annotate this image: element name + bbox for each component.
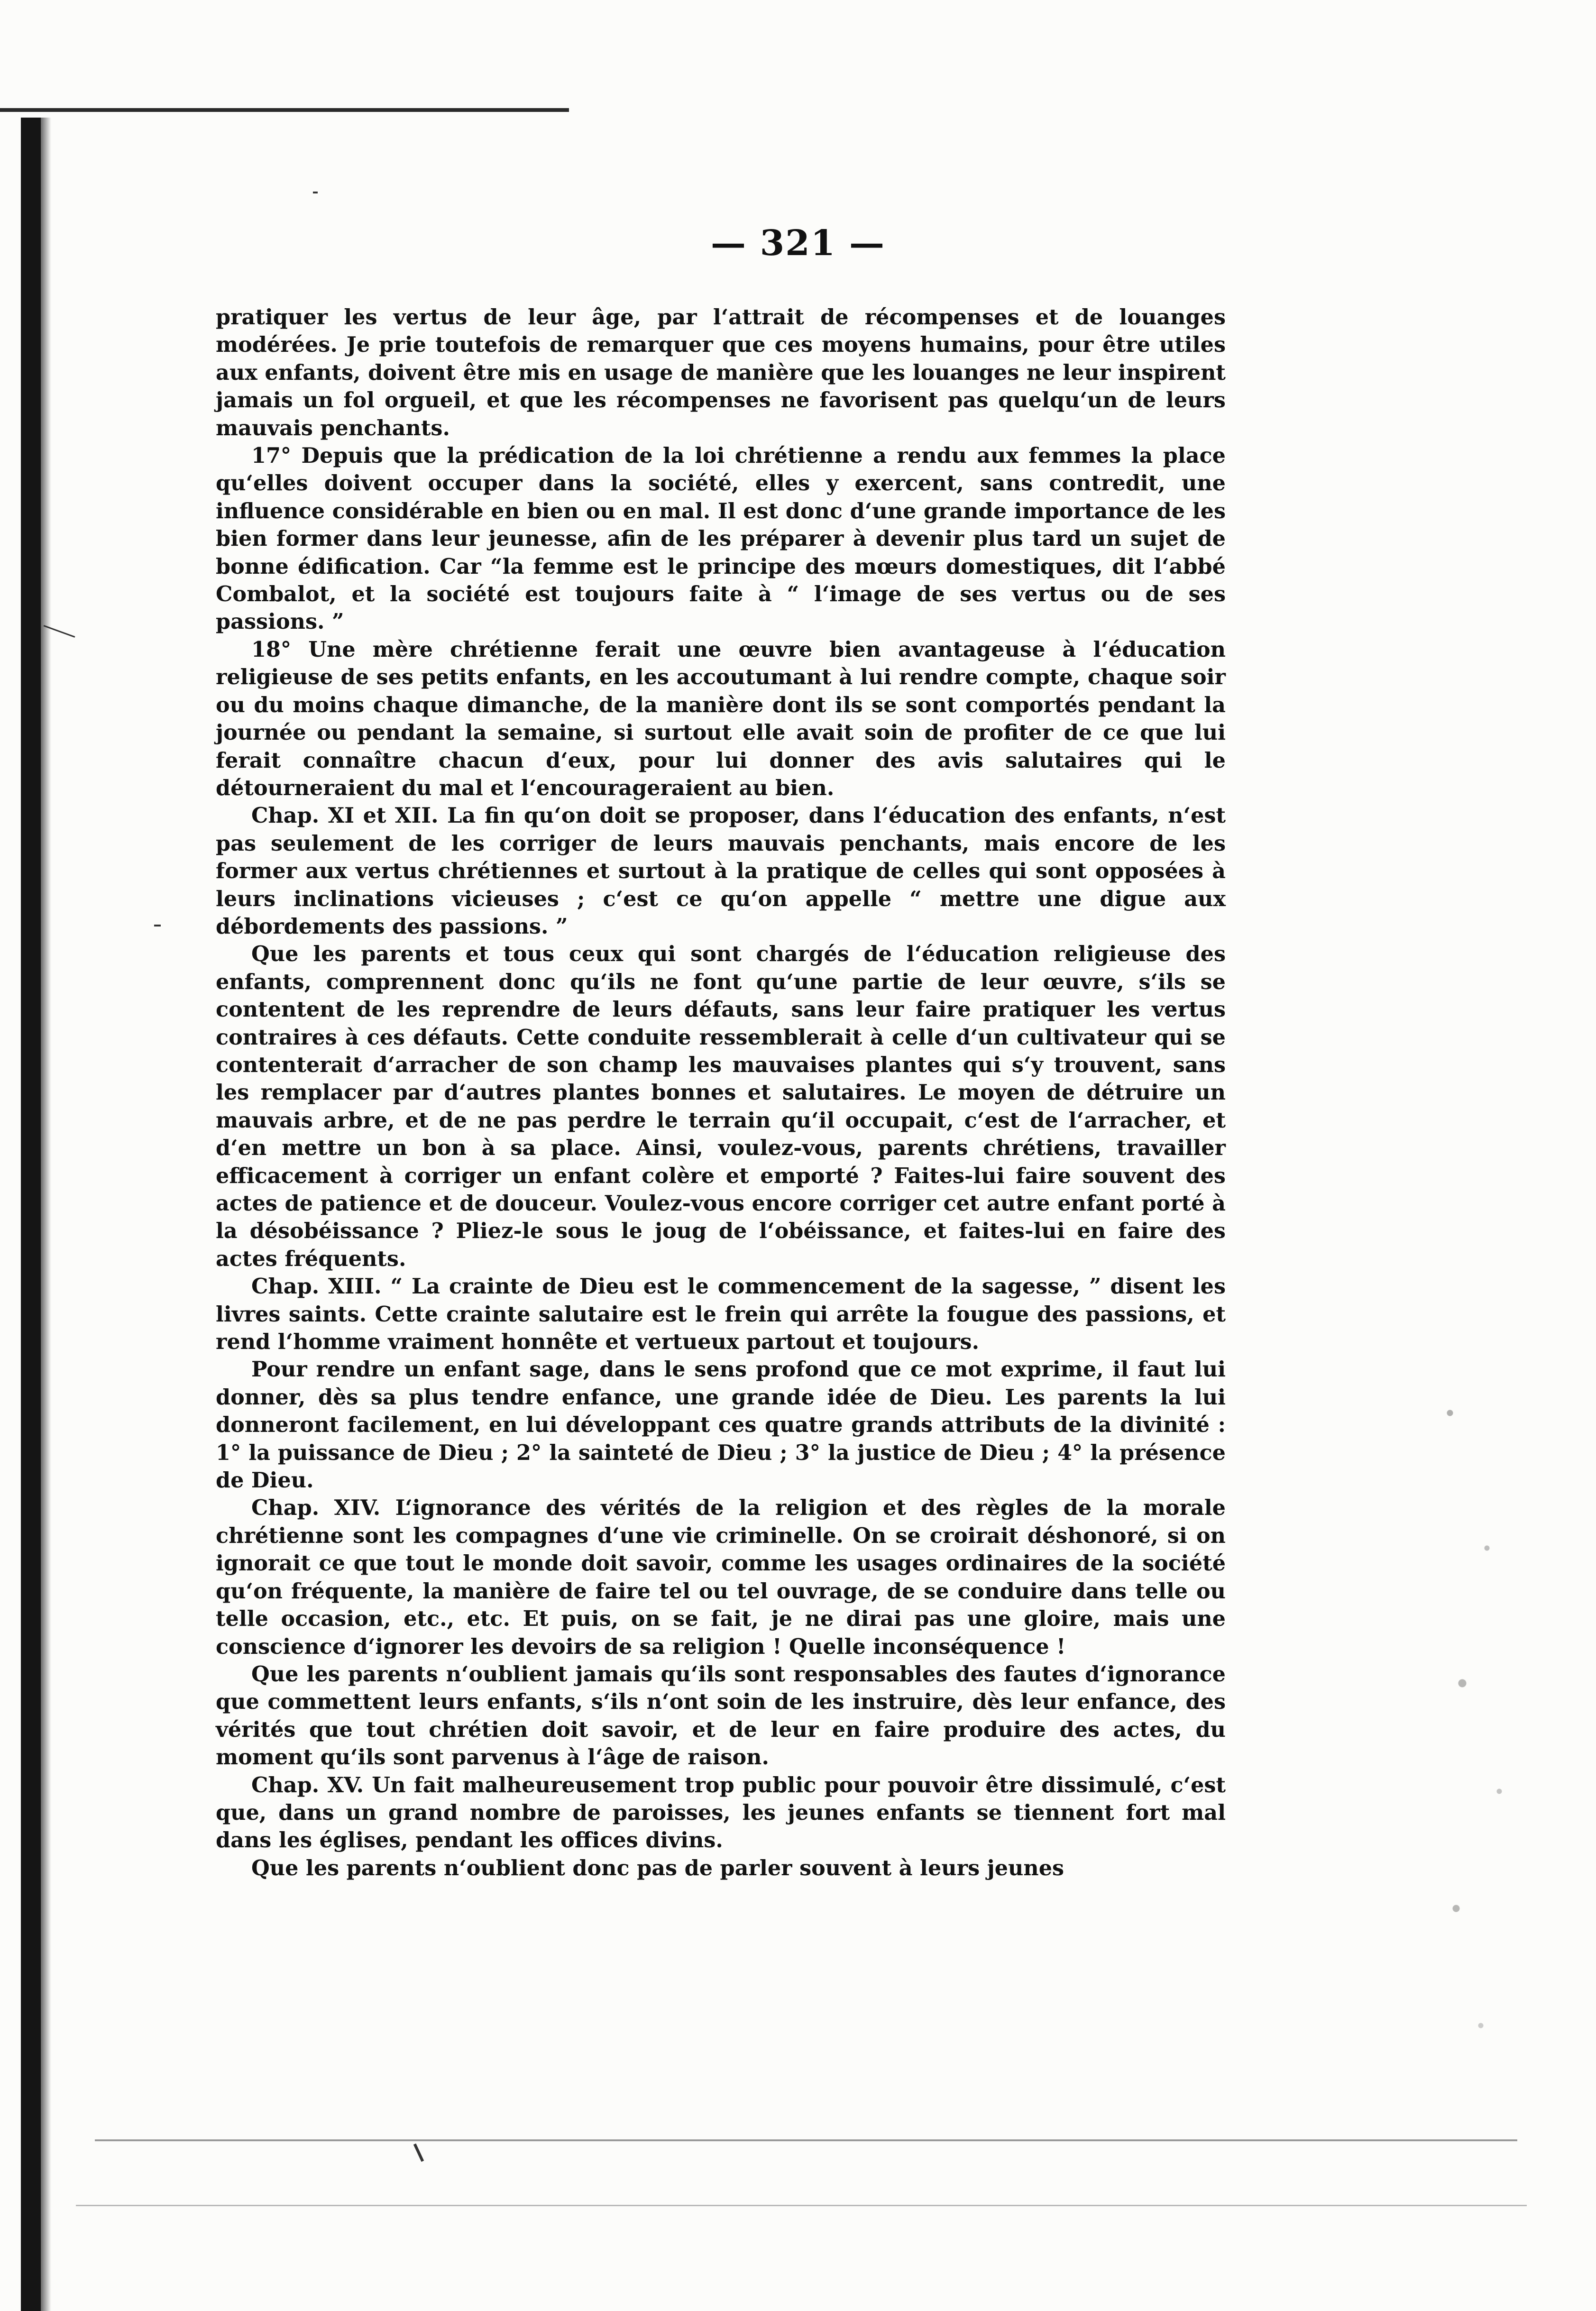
- margin-speck: [154, 925, 161, 926]
- paragraph: Chap. XIV. L‘ignorance des vérités de la religion et des règles de la morale chrétienne sont les compagnes d‘une vie criminelle. On se croirait déshonoré, si on ignorait ce que tout le monde doit savoir, comme les usages ordinaires de la société qu‘on fréquente, la manière de faire tel ou tel ouvrage, de se conduire dans telle ou telle occasion, etc., etc. Et puis, on se fait, je ne dirai pas une gloire, mais une conscience d‘ignorer les devoirs de sa religion ! Quelle inconséquence !: [216, 1495, 1226, 1659]
- bottom-edge-rule-2: [76, 2205, 1527, 2206]
- paragraph: Chap. XI et XII. La fin qu‘on doit se proposer, dans l‘éducation des enfants, n‘est pas seulement de les corriger de leurs mauvais penchants, mais encore de les former aux vertus chrétiennes et surtout à la pratique de celles qui sont opposées à leurs inclinations vicieuses ; c‘est ce qu‘on appelle “ mettre une digue aux débordements des passions. ”: [216, 803, 1226, 939]
- body-text: [216, 303, 1226, 1882]
- page-number: — 321 —: [711, 223, 885, 264]
- margin-speck: [413, 2144, 424, 2162]
- paragraph: 18° Une mère chrétienne ferait une œuvre bien avantageuse à l‘éducation religieuse de ses petits enfants, en les accoutumant à lui rendre compte, chaque soir ou du moins chaque dimanche, de la manière dont ils se sont comportés pendant la journée ou pendant la semaine, si surtout elle avait soin de profiter de ce que lui ferait connaître chacun d‘eux, pour lui donner des avis salutaires qui le détourneraient du mal et l‘encourageraient au bien.: [216, 637, 1226, 800]
- paragraph: pratiquer les vertus de leur âge, par l‘attrait de récompenses et de louanges modérées. Je prie toutefois de remarquer que ces moyens humains, pour être utiles aux enfants, doivent être mis en usage de manière que les louanges ne leur inspirent jamais un fol orgueil, et que les récompenses ne favorisent pas quelqu‘un de leurs mauvais penchants.: [216, 305, 1226, 440]
- paragraph: Chap. XIII. “ La crainte de Dieu est le commencement de la sagesse, ” disent les livres saints. Cette crainte salutaire est le frein qui arrête la fougue des passions, et rend l‘homme vraiment honnête et vertueux partout et toujours.: [216, 1274, 1226, 1355]
- paragraph: Chap. XV. Un fait malheureusement trop public pour pouvoir être dissimulé, c‘est que, dans un grand nombre de paroisses, les jeunes enfants se tiennent fort mal dans les églises, pendant les offices divins.: [216, 1772, 1226, 1853]
- paragraph: Que les parents n‘oublient donc pas de parler souvent à leurs jeunes: [251, 1855, 1064, 1880]
- binding-spine: [21, 118, 41, 2311]
- paragraph: Que les parents et tous ceux qui sont chargés de l‘éducation religieuse des enfants, comprennent donc qu‘ils ne font qu‘une partie de leur œuvre, s‘ils se contentent de les reprendre de leurs défauts, sans leur faire pratiquer les vertus contraires à ces défauts. Cette conduite ressemblerait à celle d‘un cultivateur qui se contenterait d‘arracher de son champ les mauvaises plantes qui s‘y trouvent, sans les remplacer par d‘autres plantes bonnes et salutaires. Le moyen de détruire un mauvais arbre, et de ne pas perdre le terrain qu‘il occupait, c‘est de l‘arracher, et d‘en mettre un bon à sa place. Ainsi, voulez-vous, parents chrétiens, travailler efficacement à corriger un enfant colère et emporté ? Faites-lui faire souvent des actes de patience et de douceur. Voulez-vous encore corriger cet autre enfant porté à la désobéissance ? Pliez-le sous le joug de l‘obéissance, et faites-lui en faire des actes fréquents.: [216, 942, 1226, 1271]
- paragraph: Que les parents n‘oublient jamais qu‘ils sont responsables des fautes d‘ignorance que commettent leurs enfants, s‘ils n‘ont soin de les instruire, dès leur enfance, des vérités que tout chrétien doit savoir, et de leur en faire produire des actes, du moment qu‘ils sont parvenus à l‘âge de raison.: [216, 1661, 1226, 1770]
- paragraph: 17° Depuis que la prédication de la loi chrétienne a rendu aux femmes la place qu‘elles doivent occuper dans la société, elles y exercent, sans contredit, une influence considérable en bien ou en mal. Il est donc d‘une grande importance de les bien former dans leur jeunesse, afin de les préparer à devenir plus tard un sujet de bonne édification. Car “la femme est le principe des mœurs domestiques, dit l‘abbé Combalot, et la société est toujours faite à “ l‘image de ses vertus ou de ses passions. ”: [216, 443, 1226, 634]
- edge-speckle: [1413, 1233, 1536, 2134]
- margin-speck: [313, 192, 318, 193]
- binding-shadow: [41, 118, 51, 2311]
- bottom-edge-rule: [95, 2139, 1517, 2141]
- paragraph: Pour rendre un enfant sage, dans le sens profond que ce mot exprime, il faut lui donner, dès sa plus tendre enfance, une grande idée de Dieu. Les parents la lui donneront facilement, en lui développant ces quatre grands attributs de la divinité : 1° la puissance de Dieu ; 2° la sainteté de Dieu ; 3° la justice de Dieu ; 4° la présence de Dieu.: [216, 1357, 1226, 1493]
- top-edge-rule: [0, 108, 569, 112]
